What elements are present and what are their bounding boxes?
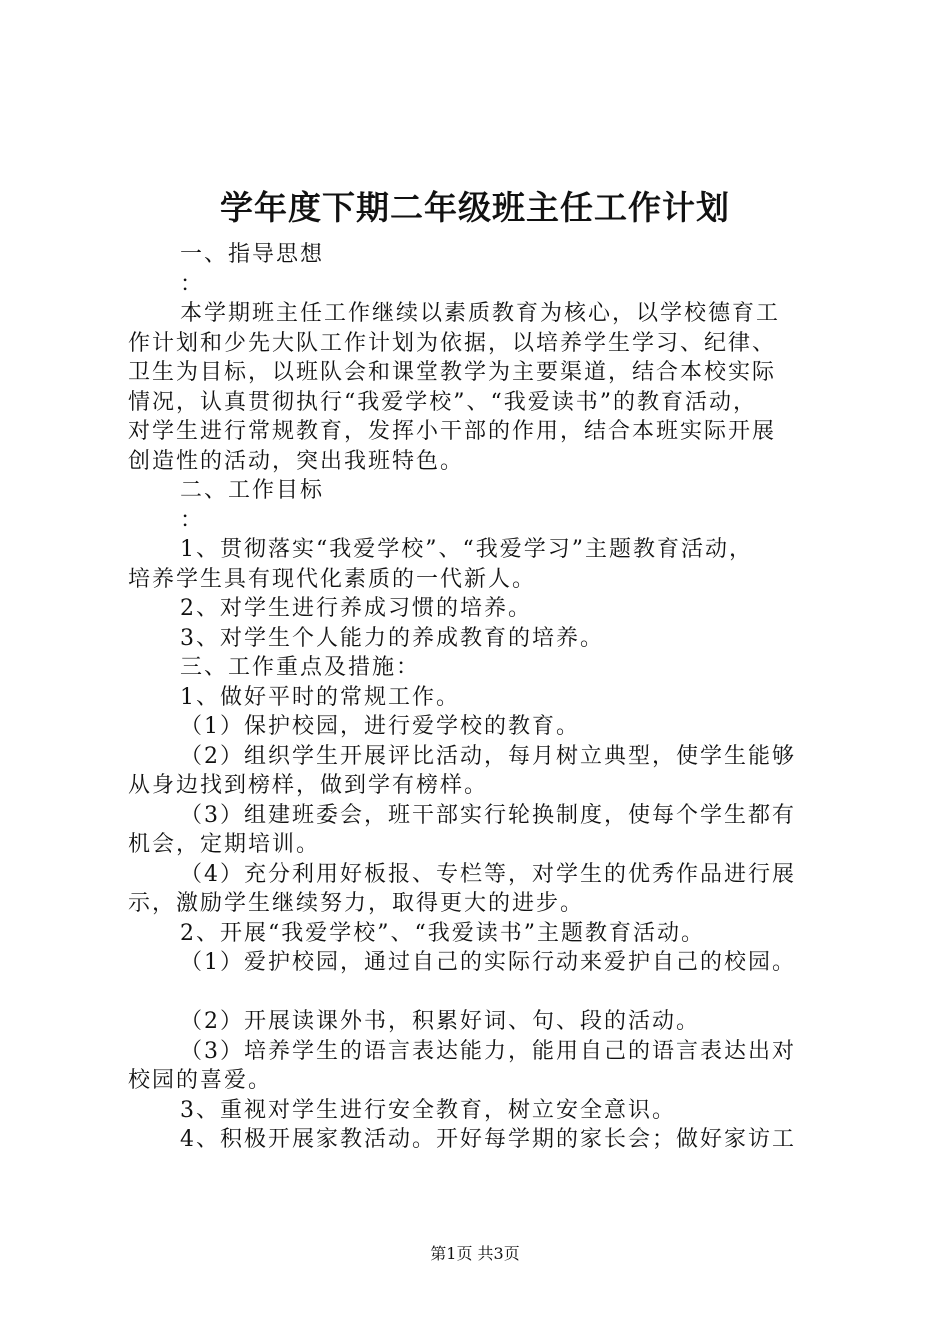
paragraph-line: 作计划和少先大队工作计划为依据，以培养学生学习、纪律、 [128,330,777,356]
paragraph-line: 示，激励学生继续努力，取得更大的进步。 [128,891,585,916]
blank-line [128,978,833,1008]
paragraph-line: （1）保护校园，进行爱学校的教育。 [180,714,580,739]
paragraph-line: 校园的喜爱。 [128,1068,273,1093]
paragraph-line: 4、积极开展家教活动。开好每学期的家长会；做好家访工 [180,1127,796,1152]
paragraph-line: 2、开展“我爱学校”、“我爱读书”主题教育活动。 [180,920,705,946]
paragraph-line: 本学期班主任工作继续以素质教育为核心，以学校德育工 [180,301,781,326]
paragraph-line: 三、工作重点及措施： [180,655,421,680]
paragraph-line: （2）组织学生开展评比活动，每月树立典型，使学生能够 [180,743,796,769]
paragraph-line: （3）组建班委会，班干部实行轮换制度，使每个学生都有 [180,802,796,828]
paragraph-line: ： [180,271,205,297]
paragraph-line: 1、做好平时的常规工作。 [180,684,460,710]
paragraph-line: 对学生进行常规教育，发挥小干部的作用，结合本班实际开展 [128,419,777,444]
document-title: 学年度下期二年级班主任工作计划 [220,188,730,227]
paragraph-line: （4）充分利用好板报、专栏等，对学生的优秀作品进行展 [180,861,796,887]
paragraph-line: 二、工作目标 [180,478,325,503]
paragraph-line: 情况，认真贯彻执行“我爱学校”、“我爱读书”的教育活动， [128,389,757,415]
document-body [128,240,833,1155]
paragraph-line: 从身边找到榜样，做到学有榜样。 [128,773,489,798]
paragraph-line: （3）培养学生的语言表达能力，能用自己的语言表达出对 [180,1038,796,1064]
paragraph-line: 3、重视对学生进行安全教育，树立安全意识。 [180,1097,676,1123]
paragraph-line: （2）开展读课外书，积累好词、句、段的活动。 [180,1009,700,1034]
paragraph-line: （1）爱护校园，通过自己的实际行动来爱护自己的校园。 [180,950,796,975]
paragraph-line: 1、贯彻落实“我爱学校”、“我爱学习”主题教育活动， [180,537,753,562]
paragraph-line: 机会，定期培训。 [128,832,321,857]
paragraph-line: 一、指导思想 [180,242,325,267]
paragraph-line: 2、对学生进行养成习惯的培养。 [180,596,532,621]
paragraph-line: 3、对学生个人能力的养成教育的培养。 [180,625,604,651]
paragraph-line: ： [180,507,205,533]
paragraph-line: 创造性的活动，突出我班特色。 [128,448,465,474]
page-footer: 第1页 共3页 [430,1244,520,1263]
paragraph-line: 卫生为目标，以班队会和课堂教学为主要渠道，结合本校实际 [128,360,777,385]
paragraph-line: 培养学生具有现代化素质的一代新人。 [128,566,537,592]
